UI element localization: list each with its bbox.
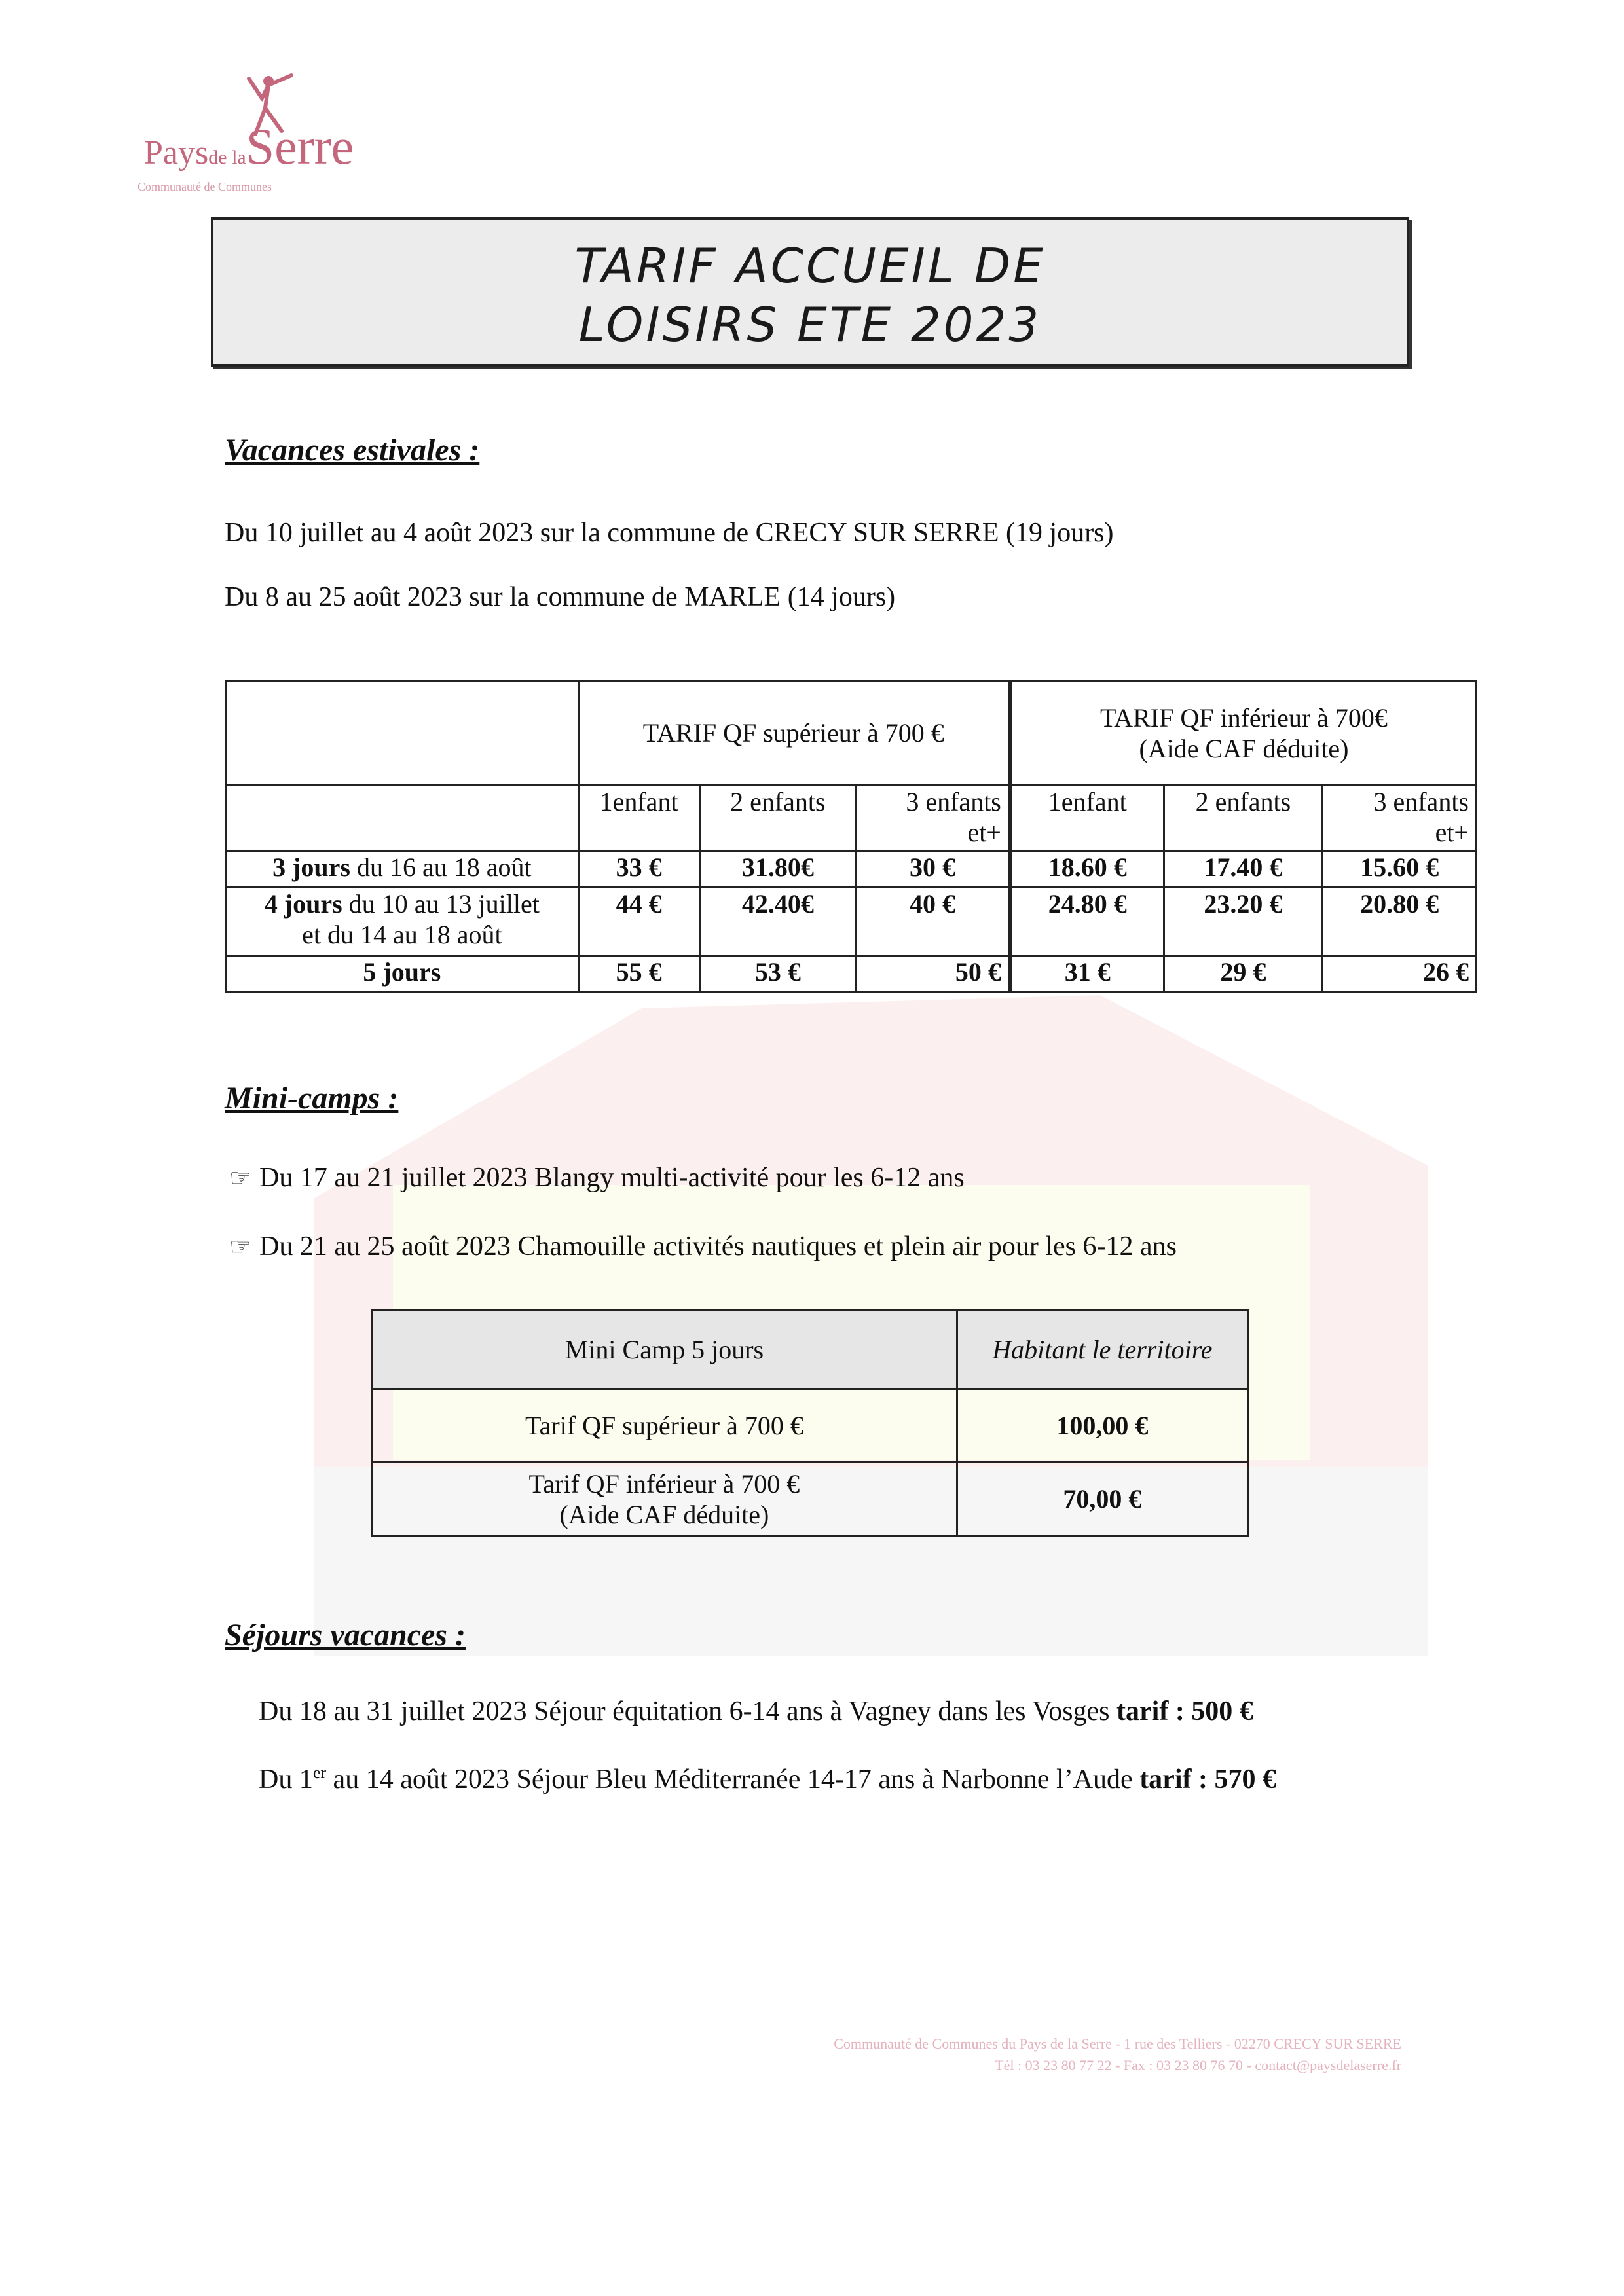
vacances-line-1: Du 10 juillet au 4 août 2023 sur la commune de CRECY SUR SERRE (19 jours) [225, 518, 1114, 548]
price-cell: 50 € [857, 956, 1010, 993]
mini-camp-item-text: Du 21 au 25 août 2023 Chamouille activités nautiques et plein air pour les 6-12 ans [259, 1231, 1177, 1262]
price-cell: 24.80 € [1010, 888, 1164, 956]
sejour-item-2 [259, 1763, 1276, 1795]
subheader-3enfants-line1: 3 enfants [1373, 787, 1469, 816]
table-row [372, 1389, 1248, 1463]
price-cell: 53 € [699, 956, 857, 993]
organization-logo [131, 72, 354, 203]
logo-text [144, 118, 354, 175]
subheader-1enfant: 1enfant [578, 786, 699, 851]
sejour-item-2-tarif: tarif : 570 € [1139, 1764, 1276, 1795]
mini-camp-table [371, 1309, 1249, 1537]
vacances-line-2: Du 8 au 25 août 2023 sur la commune de MARLE (14 jours) [225, 582, 896, 612]
table-row [226, 888, 1477, 956]
table-row [226, 681, 1477, 786]
group-header-inferieur-line2: (Aide CAF déduite) [1139, 733, 1349, 763]
footer-line-2: Tél : 03 23 80 77 22 - Fax : 03 23 80 76 70 - contact@paysdelaserre.fr [995, 2057, 1401, 2073]
price-cell: 31 € [1010, 956, 1164, 993]
price-cell: 55 € [578, 956, 699, 993]
mini-table-header-right: Habitant le territoire [957, 1311, 1247, 1389]
group-header-inferieur-line1: TARIF QF inférieur à 700€ [1099, 702, 1388, 733]
mini-table-row1-value: 100,00 € [957, 1389, 1247, 1463]
sejour-item-2-prefix: Du 1 [259, 1764, 313, 1795]
mini-camp-item [229, 1162, 965, 1194]
row-label-bold: 4 jours [264, 889, 342, 919]
row-label-line2: et du 14 au 18 août [302, 920, 502, 949]
mini-camp-item-text: Du 17 au 21 juillet 2023 Blangy multi-activité pour les 6-12 ans [259, 1163, 965, 1193]
mini-table-row1-label: Tarif QF supérieur à 700 € [372, 1389, 957, 1463]
logo-serre: Serre [246, 118, 354, 175]
subheader-3enfants [1323, 786, 1477, 851]
row-label-rest: du 16 au 18 août [350, 852, 532, 882]
logo-tagline: Communauté de Communes [138, 180, 272, 193]
mini-camps-heading: Mini-camps : [225, 1081, 399, 1116]
price-cell: 17.40 € [1164, 851, 1323, 888]
price-cell: 18.60 € [1010, 851, 1164, 888]
hand-pointing-icon: ☞ [229, 1233, 252, 1261]
title-box [211, 217, 1409, 367]
row-label-rest: du 10 au 13 juillet [342, 889, 540, 919]
price-cell: 44 € [578, 888, 699, 956]
table-row [226, 956, 1477, 993]
price-cell: 23.20 € [1164, 888, 1323, 956]
price-cell: 20.80 € [1323, 888, 1477, 956]
sejour-item-2-sup: er [312, 1763, 327, 1782]
group-header-inferieur [1010, 681, 1476, 786]
row-label [226, 851, 579, 888]
price-cell: 33 € [578, 851, 699, 888]
subheader-3enfants [857, 786, 1010, 851]
title-line-2: LOISIRS ETE 2023 [578, 297, 1042, 352]
sejours-heading: Séjours vacances : [225, 1618, 466, 1652]
table-cell [226, 681, 579, 786]
logo-pays: Pays [144, 134, 209, 172]
mini-table-row2-label-line1: Tarif QF inférieur à 700 € [528, 1468, 800, 1499]
row-label: 5 jours [226, 956, 579, 993]
table-row [226, 851, 1477, 888]
sejour-item-1-tarif: tarif : 500 € [1116, 1696, 1253, 1726]
table-row [372, 1463, 1248, 1536]
mini-table-row2-label [372, 1463, 957, 1536]
group-header-superieur: TARIF QF supérieur à 700 € [578, 681, 1010, 786]
subheader-2enfants: 2 enfants [699, 786, 857, 851]
footer [681, 2033, 1401, 2076]
footer-line-1: Communauté de Communes du Pays de la Serre - 1 rue des Telliers - 02270 CRECY SUR SERRE [834, 2035, 1401, 2052]
subheader-1enfant: 1enfant [1010, 786, 1164, 851]
price-cell: 31.80€ [699, 851, 857, 888]
sejour-item-1 [259, 1696, 1253, 1727]
tarif-table [225, 680, 1477, 993]
mini-camp-item [229, 1231, 1177, 1262]
mini-table-header-left: Mini Camp 5 jours [372, 1311, 957, 1389]
subheader-3enfants-line2: et+ [1435, 818, 1469, 847]
vacances-heading: Vacances estivales : [225, 433, 480, 467]
sejour-item-1-text: Du 18 au 31 juillet 2023 Séjour équitation 6-14 ans à Vagney dans les Vosges [259, 1696, 1117, 1726]
price-cell: 40 € [857, 888, 1010, 956]
title-line-1: TARIF ACCUEIL DE [574, 238, 1046, 293]
price-cell: 15.60 € [1323, 851, 1477, 888]
subheader-2enfants: 2 enfants [1164, 786, 1323, 851]
row-label [226, 888, 579, 956]
table-row [372, 1311, 1248, 1389]
price-cell: 26 € [1323, 956, 1477, 993]
hand-pointing-icon: ☞ [229, 1165, 252, 1192]
sejour-item-2-text: au 14 août 2023 Séjour Bleu Méditerranée 14-17 ans à Narbonne l’Aude [326, 1764, 1140, 1795]
price-cell: 30 € [857, 851, 1010, 888]
logo-de-la: de la [208, 147, 246, 168]
price-cell: 42.40€ [699, 888, 857, 956]
price-cell: 29 € [1164, 956, 1323, 993]
table-cell [226, 786, 579, 851]
subheader-3enfants-line2: et+ [967, 818, 1001, 847]
row-label-bold: 3 jours [272, 852, 350, 882]
table-row [226, 786, 1477, 851]
mini-table-row2-label-line2: (Aide CAF déduite) [559, 1499, 769, 1529]
subheader-3enfants-line1: 3 enfants [906, 787, 1001, 816]
mini-table-row2-value: 70,00 € [957, 1463, 1247, 1536]
